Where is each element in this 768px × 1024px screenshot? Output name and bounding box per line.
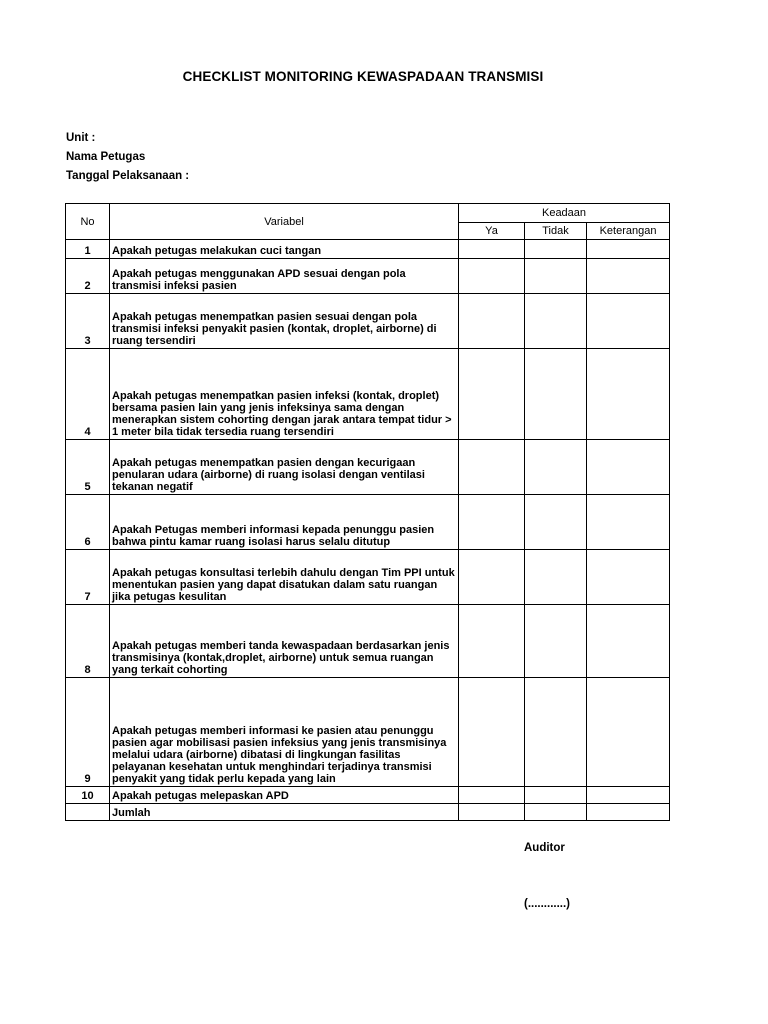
table-row	[66, 440, 670, 495]
header-keadaan: Keadaan	[459, 204, 670, 223]
nama-petugas-field: Nama Petugas	[66, 151, 146, 163]
cell-ya[interactable]	[459, 678, 525, 787]
signature-placeholder: (............)	[524, 898, 570, 910]
row-number: 2	[66, 259, 110, 294]
row-question: Apakah petugas menempatkan pasien infeksi (kontak, droplet) bersama pasien lain yang jenis infeksinya sama dengan menerapkan sistem cohorting dengan jarak antara tempat tidur > 1 meter bila tidak tersedia ruang tersendiri	[110, 349, 459, 440]
unit-field: Unit :	[66, 132, 96, 144]
row-question: Apakah petugas memberi informasi ke pasien atau penunggu pasien agar mobilisasi pasien infeksius yang jenis transmisinya melalui udara (airborne) dibatasi di lingkungan fasilitas pelayanan kesehatan untuk menghindari terjadinya transmisi penyakit yang tidak perlu kepada yang lain	[110, 678, 459, 787]
cell-ya[interactable]	[459, 440, 525, 495]
table-row	[66, 550, 670, 605]
row-question: Apakah petugas menempatkan pasien dengan kecurigaan penularan udara (airborne) di ruang isolasi dengan ventilasi tekanan negatif	[110, 440, 459, 495]
table-row	[66, 240, 670, 259]
checklist-table	[65, 203, 670, 821]
cell-keterangan[interactable]	[587, 349, 670, 440]
cell-ya[interactable]	[459, 294, 525, 349]
row-number: 1	[66, 240, 110, 259]
cell-ya[interactable]	[459, 605, 525, 678]
cell-tidak[interactable]	[525, 259, 587, 294]
row-number: 3	[66, 294, 110, 349]
page-title: CHECKLIST MONITORING KEWASPADAAN TRANSMISI	[182, 69, 544, 84]
header-ya: Ya	[459, 223, 525, 240]
cell-keterangan[interactable]	[587, 259, 670, 294]
cell-keterangan[interactable]	[587, 440, 670, 495]
row-number: 4	[66, 349, 110, 440]
cell-tidak[interactable]	[525, 440, 587, 495]
table-row	[66, 294, 670, 349]
table-row	[66, 349, 670, 440]
row-question: Apakah petugas memberi tanda kewaspadaan berdasarkan jenis transmisinya (kontak,droplet, airborne) untuk semua ruangan yang terkait cohorting	[110, 605, 459, 678]
cell-keterangan[interactable]	[587, 787, 670, 804]
cell-keterangan[interactable]	[587, 240, 670, 259]
cell-ya[interactable]	[459, 787, 525, 804]
row-number: 9	[66, 678, 110, 787]
total-label: Jumlah	[110, 804, 459, 821]
header-keterangan: Keterangan	[587, 223, 670, 240]
row-question: Apakah petugas konsultasi terlebih dahulu dengan Tim PPI untuk menentukan pasien yang dapat disatukan dalam satu ruangan jika petugas kesulitan	[110, 550, 459, 605]
row-question: Apakah petugas melakukan cuci tangan	[110, 240, 459, 259]
total-tidak[interactable]	[525, 804, 587, 821]
row-question: Apakah petugas menempatkan pasien sesuai dengan pola transmisi infeksi penyakit pasien (kontak, droplet, airborne) di ruang tersendiri	[110, 294, 459, 349]
row-number: 6	[66, 495, 110, 550]
cell-keterangan[interactable]	[587, 294, 670, 349]
table-row	[66, 605, 670, 678]
cell-tidak[interactable]	[525, 550, 587, 605]
row-number: 8	[66, 605, 110, 678]
cell-tidak[interactable]	[525, 678, 587, 787]
auditor-label: Auditor	[524, 842, 565, 854]
cell-ya[interactable]	[459, 240, 525, 259]
cell-ya[interactable]	[459, 495, 525, 550]
total-keterangan[interactable]	[587, 804, 670, 821]
row-question: Apakah petugas menggunakan APD sesuai dengan pola transmisi infeksi pasien	[110, 259, 459, 294]
row-number: 5	[66, 440, 110, 495]
cell-keterangan[interactable]	[587, 678, 670, 787]
row-number: 10	[66, 787, 110, 804]
row-question: Apakah petugas melepaskan APD	[110, 787, 459, 804]
cell-keterangan[interactable]	[587, 605, 670, 678]
header-no: No	[66, 204, 110, 240]
cell-keterangan[interactable]	[587, 550, 670, 605]
table-row	[66, 259, 670, 294]
header-variabel: Variabel	[110, 204, 459, 240]
header-tidak: Tidak	[525, 223, 587, 240]
table-row	[66, 495, 670, 550]
row-question: Apakah Petugas memberi informasi kepada penunggu pasien bahwa pintu kamar ruang isolasi harus selalu ditutup	[110, 495, 459, 550]
cell-tidak[interactable]	[525, 787, 587, 804]
cell-tidak[interactable]	[525, 294, 587, 349]
total-row	[66, 804, 670, 821]
row-number: 7	[66, 550, 110, 605]
cell-ya[interactable]	[459, 259, 525, 294]
cell-keterangan[interactable]	[587, 495, 670, 550]
cell-tidak[interactable]	[525, 605, 587, 678]
total-number-cell	[66, 804, 110, 821]
cell-ya[interactable]	[459, 349, 525, 440]
cell-tidak[interactable]	[525, 349, 587, 440]
table-row	[66, 678, 670, 787]
tanggal-field: Tanggal Pelaksanaan :	[66, 170, 190, 182]
cell-ya[interactable]	[459, 550, 525, 605]
cell-tidak[interactable]	[525, 240, 587, 259]
cell-tidak[interactable]	[525, 495, 587, 550]
table-row	[66, 787, 670, 804]
total-ya[interactable]	[459, 804, 525, 821]
